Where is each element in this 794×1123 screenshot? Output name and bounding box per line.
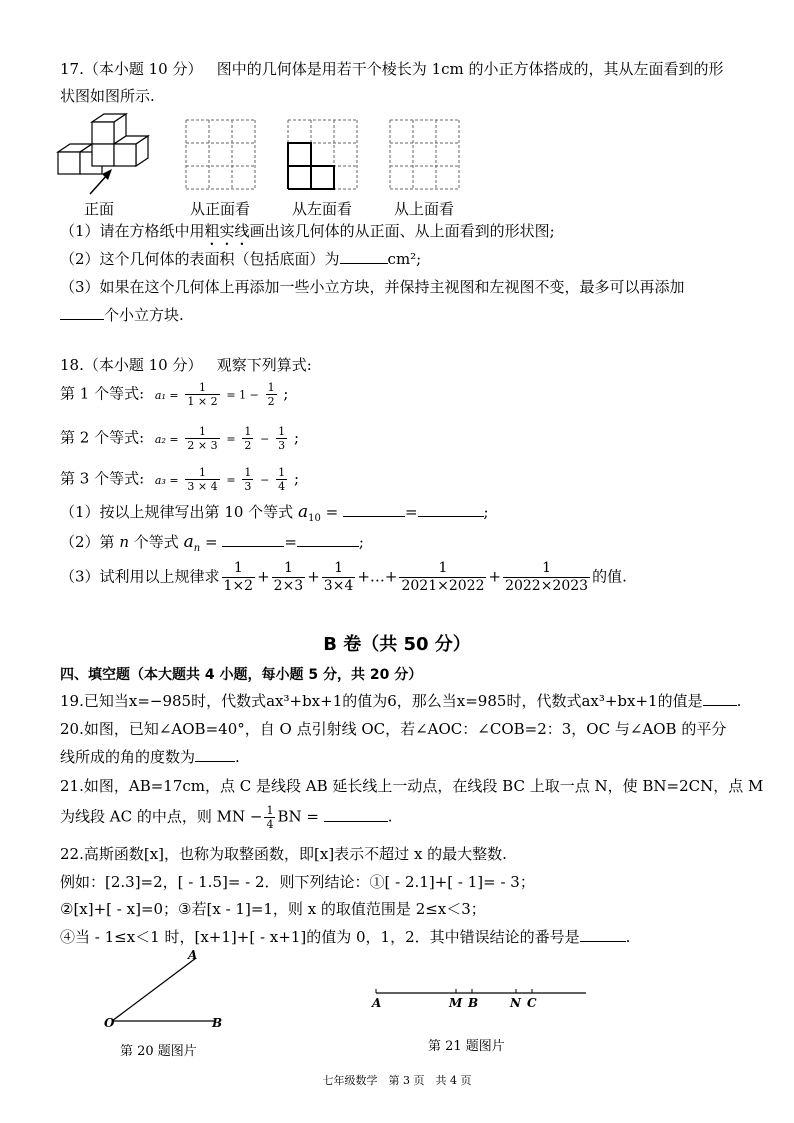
eq3-frac3: $\frac{1}{4}$: [278, 466, 286, 493]
q19: 19.已知当x=−985时，代数式ax³+bx+1的值为6，那么当x=985时，代数式ax³+bx+1的值是 .: [60, 692, 742, 710]
q20-blank[interactable]: [195, 761, 235, 762]
q18-p2-n: n: [119, 533, 129, 551]
q18-p2-text-a: （2）第: [60, 533, 115, 551]
section-b-subtitle: 四、填空题（本大题共 4 小题，每小题 5 分，共 20 分）: [60, 667, 423, 683]
q18-p2-sub: n: [193, 543, 201, 554]
eq3-frac2: $\frac{1}{3}$: [244, 466, 252, 493]
eq3-label: 第 3 个等式:: [60, 469, 145, 488]
q18-p3-end: 的值.: [592, 567, 627, 586]
q17-part2: [60, 249, 421, 269]
q22-line3: ②[x]+[ - x]=0；③若[x - 1]=1，则 x 的取值范围是 2≤x＜3；: [60, 900, 486, 918]
label-view-top: 从上面看: [394, 200, 455, 218]
fig21-label-A: A: [372, 996, 382, 1010]
q22-line1: 22.高斯函数[x]，也称为取整函数，即[x]表示不超过 x 的最大整数.: [60, 845, 507, 863]
page-footer: 七年级数学 第 3 页 共 4 页: [322, 1074, 472, 1087]
label-front-arrow: 正面: [84, 200, 115, 218]
q18-part1: [60, 502, 489, 529]
q17-part3-line1: （3）如果在这个几何体上再添加一些小立方块，并保持主视图和左视图不变，最多可以再添加: [60, 278, 685, 296]
q21-frac: $\frac{1}{4}$: [266, 804, 274, 831]
eq1-end: ;: [283, 384, 289, 403]
q18-p1-text: （1）按以上规律写出第 10 个等式: [60, 503, 294, 521]
q22-line2: 例如：[2.3]=2，[ - 1.5]= - 2．则下列结论：①[ - 2.1]+[ - 1]= - 3；: [60, 873, 535, 891]
eq3-frac1: $\frac{1}{3 \times 4}$: [187, 466, 218, 493]
q22-line4: ④当 - 1≤x＜1 时，[x+1]+[ - x+1]的值为 0，1，2．其中错误结论的番号是 .: [60, 928, 631, 946]
q21-line2: 为线段 AC 的中点，则 MN − $\frac{1}{4}$ BN = .: [60, 804, 393, 831]
section-b-title: B 卷（共 50 分）: [323, 634, 471, 655]
q22-blank[interactable]: [580, 941, 626, 942]
grid-view-top: [390, 120, 460, 190]
q19-text: 19.已知当x=−985时，代数式ax³+bx+1的值为6，那么当x=985时，代数式ax³+bx+1的值是: [60, 692, 703, 710]
eq2-end: ;: [293, 428, 300, 447]
eq2-frac3: $\frac{1}{3}$: [278, 425, 286, 452]
q18-eq3: 第 3 个等式: a₃ = $\frac{1}{3 \times 4}$ = $\frac{1}{3}$ − $\frac{1}{4}$ ;: [60, 466, 300, 493]
eq1-lhs: a₁ =: [154, 388, 179, 402]
fig20-label-O: O: [104, 1016, 115, 1030]
q17-part3-line2: [60, 305, 184, 325]
q18-p1-eq: =: [325, 503, 339, 521]
q17-line1: [60, 59, 724, 79]
q18-p1-blank2[interactable]: [418, 516, 484, 517]
q18-part2: [60, 532, 364, 559]
fig21-label-B: B: [468, 996, 479, 1010]
label-view-left: 从左面看: [292, 200, 353, 218]
eq3-minus: −: [260, 473, 270, 487]
eq3-lhs: a₃ =: [154, 473, 179, 487]
grid-view-front: [186, 120, 256, 190]
q17-text1: 图中的几何体是用若干个棱长为 1cm 的小正方体搭成的，其从左面看到的形: [216, 60, 724, 78]
q17-p3-blank[interactable]: [60, 319, 104, 320]
q18-p2-text-b: 个等式: [133, 533, 179, 551]
q18-p3-term3: $\frac{1}{3\times 4}$: [323, 560, 354, 594]
q18-line1: [60, 355, 312, 375]
front-arrow-icon: [86, 166, 116, 196]
q17-p2-text-a: （2）这个几何体的表面积（包括底面）为: [60, 250, 340, 268]
q18-p2-eq: =: [204, 533, 218, 551]
q21-blank[interactable]: [324, 821, 388, 822]
fig21-label-M: M: [449, 996, 463, 1010]
q18-eq2: 第 2 个等式: a₂ = $\frac{1}{2 \times 3}$ = $\frac{1}{2}$ − $\frac{1}{3}$ ;: [60, 425, 300, 452]
q18-part3: （3）试利用以上规律求 $\frac{1}{1\times 2}$ + $\frac{1}{2\times 3}$ + $\frac{1}{3\times 4}$ +…+ $\frac{1}{2021\times 2022}$ + $\frac{1}{2022\times 2023}$ 的值.: [60, 560, 627, 594]
q17-p1-text-a: （1）请在方格纸中用: [60, 222, 205, 240]
q18-p2-end: ;: [358, 533, 364, 551]
q18-p3-text: （3）试利用以上规律求: [60, 567, 220, 586]
q18-p3-term1: $\frac{1}{1\times 2}$: [223, 560, 254, 594]
q18-p3-term5: $\frac{1}{2022\times 2023}$: [505, 560, 589, 594]
q18-intro: 观察下列算式:: [216, 356, 312, 374]
q18-p1-blank1[interactable]: [343, 516, 405, 517]
label-view-front: 从正面看: [190, 200, 251, 218]
q18-p1-end: ;: [483, 503, 489, 521]
q18-p2-eq2: =: [284, 533, 297, 551]
q17-p1-text-b: 画出该几何体的从正面、从上面看到的形状图;: [249, 222, 555, 240]
fig20-caption: 第 20 题图片: [120, 1044, 197, 1059]
eq3-end: ;: [293, 469, 300, 488]
eq2-frac2: $\frac{1}{2}$: [244, 425, 252, 452]
q21-line2-text-a: 为线段 AC 的中点，则 MN −: [60, 807, 263, 826]
q18-p2-blank1[interactable]: [222, 546, 284, 547]
q20-line2: 线所成的角的度数为 .: [60, 748, 240, 766]
q18-p3-term2: $\frac{1}{2\times 3}$: [273, 560, 304, 594]
fig20-angle-diagram: [100, 948, 230, 1033]
q17-p1-emphasis: 粗实线: [204, 222, 250, 240]
q17-part1: [60, 221, 555, 249]
eq2-minus: −: [260, 432, 270, 446]
eq1-frac2: $\frac{1}{2}$: [267, 381, 275, 408]
fig20-label-B: B: [212, 1016, 223, 1030]
eq1-mid: = 1 −: [226, 388, 259, 402]
eq1-label: 第 1 个等式:: [60, 384, 145, 403]
q18-p2-blank2[interactable]: [297, 546, 359, 547]
q17-p3-text: 个小立方块.: [104, 306, 184, 324]
eq2-frac1: $\frac{1}{2 \times 3}$: [187, 425, 218, 452]
eq2-lhs: a₂ =: [154, 432, 179, 446]
grid-view-left: [288, 120, 358, 190]
q17-text2: 状图如图所示.: [60, 87, 155, 105]
eq1-frac1: $\frac{1}{1 \times 2}$: [187, 381, 218, 408]
q18-eq1: [60, 381, 288, 408]
q17-p2-text-b: cm²;: [387, 250, 422, 268]
q18-p3-term4: $\frac{1}{2021\times 2022}$: [401, 560, 485, 594]
fig21-segment-diagram: [370, 985, 590, 1005]
q17-header: 17.（本小题 10 分）: [60, 60, 203, 78]
q20-line1: 20.如图，已知∠AOB=40°，自 O 点引射线 OC，若∠AOC：∠COB=2：3，OC 与∠AOB 的平分: [60, 720, 727, 738]
q21-line2-text-b: BN =: [277, 807, 319, 826]
fig20-label-A: A: [188, 948, 198, 962]
q20-line2-text: 线所成的角的度数为: [60, 748, 196, 766]
q18-p1-sub: 10: [308, 513, 321, 524]
fig21-label-N: N: [510, 996, 521, 1010]
q18-header: 18.（本小题 10 分）: [60, 356, 203, 374]
q21-line1: 21.如图，AB=17cm，点 C 是线段 AB 延长线上一动点，在线段 BC 上取一点 N，使 BN=2CN，点 M: [60, 777, 764, 795]
q22-line4-text: ④当 - 1≤x＜1 时，[x+1]+[ - x+1]的值为 0，1，2．其中错误结论的番号是: [60, 928, 580, 946]
q18-p2-var: a: [183, 532, 194, 552]
q18-p1-eq2: =: [404, 503, 418, 521]
q18-p3-dots: +…+: [357, 567, 398, 586]
fig21-label-C: C: [527, 996, 537, 1010]
eq2-label: 第 2 个等式:: [60, 428, 145, 447]
q19-blank[interactable]: [703, 705, 737, 706]
q18-p1-var: a: [297, 502, 309, 522]
fig21-caption: 第 21 题图片: [428, 1039, 505, 1054]
q17-p2-blank[interactable]: [340, 263, 388, 264]
